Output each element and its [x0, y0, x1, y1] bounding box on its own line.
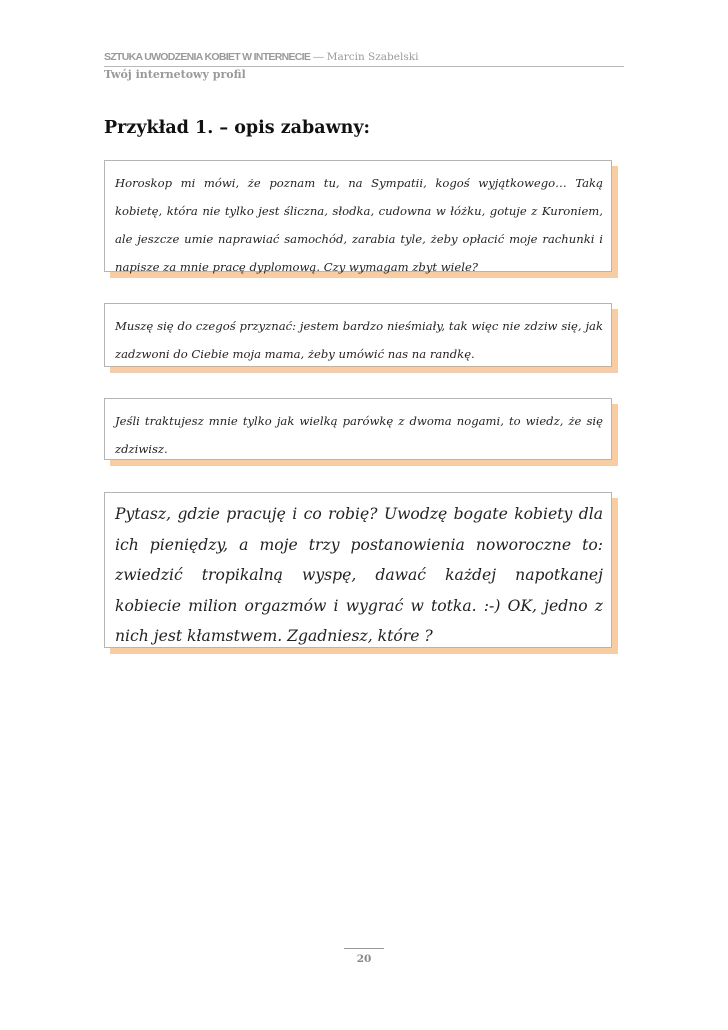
example-box [104, 160, 612, 272]
page-footer [344, 948, 384, 965]
author-name: Marcin Szabelski [326, 51, 419, 63]
example-text: Pytasz, gdzie pracuję i co robię? Uwodzę bogate kobiety dla ich pieniędzy, a moje trzy postanowienia noworoczne to: zwiedzić tropikalną wyspę, dawać każdej napotkanej kobiecie milion orgazmów i wygrać w totka. :-) OK, jedno z nich jest kłamstwem. Zgadniesz, które ? [115, 505, 603, 645]
section-title: Przykład 1. – opis zabawny: [104, 118, 370, 138]
header-title-line [104, 50, 624, 64]
example-box-large [104, 492, 612, 648]
page-header [104, 50, 624, 83]
example-text: Jeśli traktujesz mnie tylko jak wielką parówkę z dwoma nogami, to wiedz, że się zdziwisz. [115, 414, 603, 456]
header-separator: — [313, 51, 324, 63]
chapter-title: Twój internetowy profil [104, 68, 246, 81]
page-number: 20 [356, 953, 372, 965]
example-text: Muszę się do czegoś przyznać: jestem bardzo nieśmiały, tak więc nie zdziw się, jak zadzwoni do Ciebie moja mama, żeby umówić nas na randkę. [115, 319, 603, 361]
footer-divider [344, 948, 384, 949]
example-box [104, 398, 612, 460]
book-title: SZTUKA UWODZENIA KOBIET W INTERNECIE [104, 51, 311, 63]
example-box [104, 303, 612, 367]
example-text: Horoskop mi mówi, że poznam tu, na Sympatii, kogoś wyjątkowego… Taką kobietę, która nie tylko jest śliczna, słodka, cudowna w łóżku, gotuje z Kuroniem, ale jeszcze umie naprawiać samochód, zarabia tyle, żeby opłacić moje rachunki i napisze za mnie pracę dyplomową. Czy wymagam zbyt wiele? [115, 176, 603, 274]
